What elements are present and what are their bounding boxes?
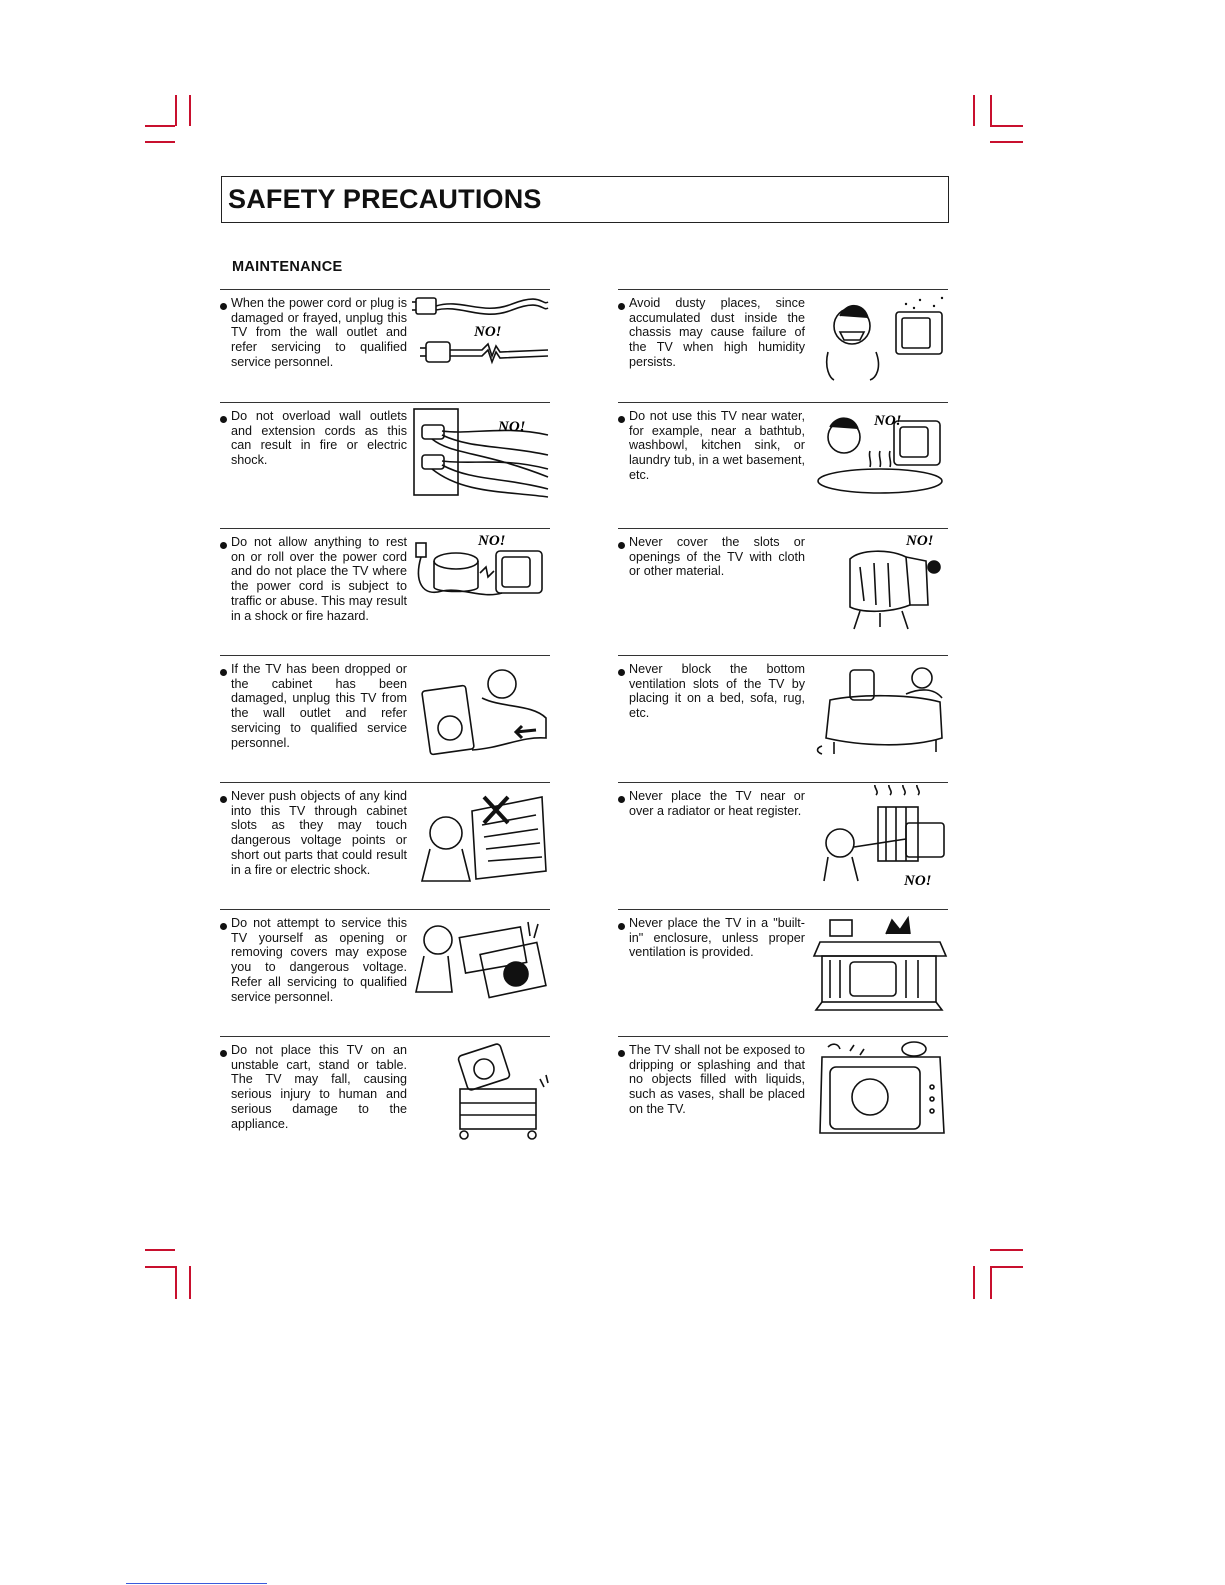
precaution-text: Never place the TV in a "built-in" enclosure, unless proper ventilation is provided.: [629, 916, 805, 960]
no-label: NO!: [478, 533, 506, 549]
tv-near-water-illustration: [810, 405, 948, 517]
crop-mark: [145, 141, 175, 143]
liquid-on-tv-illustration: [810, 1039, 948, 1151]
crop-mark: [990, 95, 992, 126]
built-in-enclosure-illustration: [810, 912, 948, 1024]
covered-tv-illustration: [810, 531, 948, 643]
precaution-item: [220, 909, 550, 1030]
precaution-item: [618, 782, 948, 903]
bullet-icon: [618, 669, 625, 676]
precaution-item: [618, 528, 948, 649]
bullet-icon: [220, 1050, 227, 1057]
precaution-item: [220, 782, 550, 903]
object-in-slot-illustration: [412, 785, 550, 897]
precaution-text: Do not allow anything to rest on or roll over the power cord and do not place the TV where the power cord is subject to traffic or abuse. This may result in a shock or fire hazard.: [231, 535, 407, 623]
crop-mark: [990, 1266, 992, 1299]
precaution-item: [618, 909, 948, 1030]
precaution-item: [618, 1036, 948, 1157]
bullet-icon: [618, 923, 625, 930]
crop-mark: [189, 1266, 191, 1299]
crop-mark: [990, 125, 1023, 127]
precaution-text: Never cover the slots or openings of the TV with cloth or other material.: [629, 535, 805, 579]
precaution-text: Do not use this TV near water, for example, near a bathtub, washbowl, kitchen sink, or laundry tub, in a wet basement, etc.: [629, 409, 805, 482]
bullet-icon: [618, 796, 625, 803]
precaution-item: [618, 655, 948, 776]
crop-mark: [145, 125, 175, 127]
precaution-text: Avoid dusty places, since accumulated dust inside the chassis may cause failure of the TV when high humidity persists.: [629, 296, 805, 369]
title-box: [221, 176, 949, 223]
precaution-text: Never place the TV near or over a radiator or heat register.: [629, 789, 805, 818]
precaution-item: [220, 289, 550, 410]
crop-mark: [175, 1266, 177, 1299]
no-label: NO!: [474, 324, 502, 340]
cord-under-weight-illustration: [412, 531, 550, 643]
precaution-text: Do not place this TV on an unstable cart, stand or table. The TV may fall, causing serious injury to human and serious damage to the appliance.: [231, 1043, 407, 1131]
no-label: NO!: [906, 533, 934, 549]
precaution-text: Do not attempt to service this TV yourself as opening or removing covers may expose you to dangerous voltage. Refer all servicing to qualified service personnel.: [231, 916, 407, 1004]
bullet-icon: [618, 416, 625, 423]
crop-mark: [175, 95, 177, 126]
precaution-item: [618, 289, 948, 410]
crop-mark: [990, 1266, 1023, 1268]
crop-mark: [973, 1266, 975, 1299]
precaution-item: [220, 528, 550, 649]
crop-mark: [145, 1266, 175, 1268]
bullet-icon: [618, 303, 625, 310]
bullet-icon: [220, 669, 227, 676]
damaged-plug-illustration: [412, 292, 550, 404]
crop-mark: [145, 1249, 175, 1251]
footer-link-line: [126, 1583, 267, 1584]
crop-mark: [990, 1249, 1023, 1251]
tv-near-radiator-illustration: [810, 785, 948, 897]
bullet-icon: [220, 303, 227, 310]
no-label: NO!: [904, 873, 932, 889]
no-label: NO!: [874, 413, 902, 429]
bullet-icon: [220, 542, 227, 549]
bullet-icon: [618, 1050, 625, 1057]
precaution-item: [220, 1036, 550, 1157]
dusty-room-illustration: [810, 292, 948, 404]
precaution-text: Do not overload wall outlets and extension cords as this can result in fire or electric shock.: [231, 409, 407, 468]
section-heading: MAINTENANCE: [232, 259, 343, 275]
precaution-text: The TV shall not be exposed to dripping or splashing and that no objects filled with liquids, such as vases, shall be placed on the TV.: [629, 1043, 805, 1116]
precaution-item: [220, 402, 550, 523]
precaution-text: Never block the bottom ventilation slots of the TV by placing it on a bed, sofa, rug, etc.: [629, 662, 805, 721]
no-label: NO!: [498, 419, 526, 435]
bullet-icon: [220, 923, 227, 930]
self-service-illustration: [412, 912, 550, 1024]
precaution-text: If the TV has been dropped or the cabinet has been damaged, unplug this TV from the wall outlet and refer servicing to qualified service personnel.: [231, 662, 407, 750]
bullet-icon: [220, 416, 227, 423]
precaution-item: [220, 655, 550, 776]
precaution-text: When the power cord or plug is damaged or frayed, unplug this TV from the wall outlet and refer servicing to qualified service personnel.: [231, 296, 407, 369]
crop-mark: [990, 141, 1023, 143]
tv-on-bed-illustration: [810, 658, 948, 770]
bullet-icon: [618, 542, 625, 549]
crop-mark: [189, 95, 191, 126]
unstable-cart-illustration: [412, 1039, 550, 1151]
bullet-icon: [220, 796, 227, 803]
crop-mark: [973, 95, 975, 126]
dropped-tv-illustration: [412, 658, 550, 770]
page-title: SAFETY PRECAUTIONS: [228, 184, 542, 214]
precaution-text: Never push objects of any kind into this TV through cabinet slots as they may touch dangerous voltage points or short out parts that could result in a fire or electric shock.: [231, 789, 407, 877]
overloaded-outlet-illustration: [412, 405, 550, 517]
precaution-item: [618, 402, 948, 523]
